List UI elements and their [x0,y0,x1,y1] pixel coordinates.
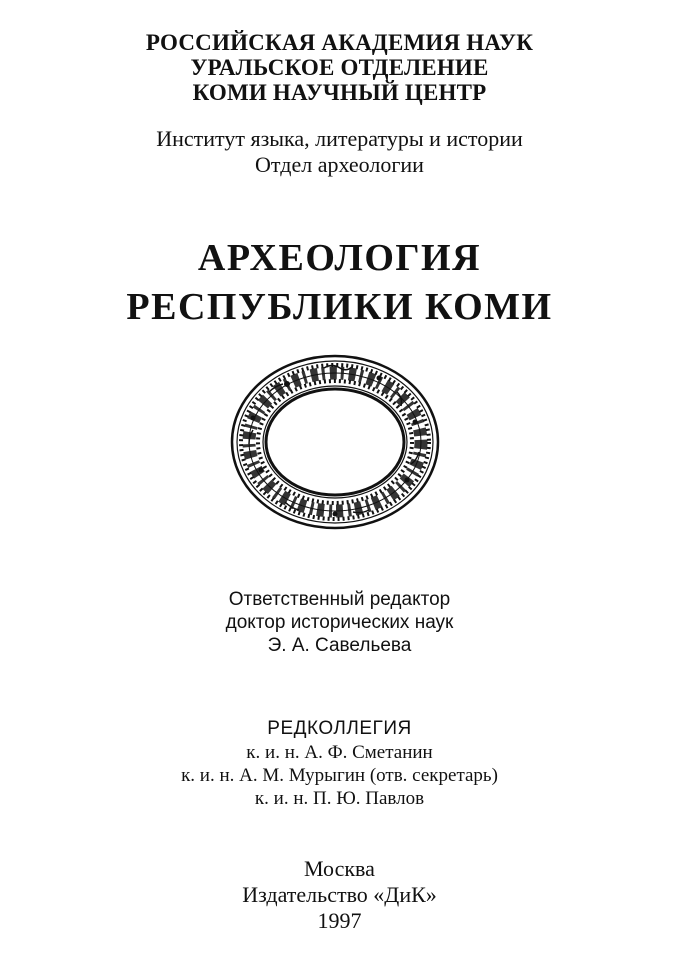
org-center: КОМИ НАУЧНЫЙ ЦЕНТР [192,80,487,105]
imprint-city: Москва [304,856,375,881]
org-academy: РОССИЙСКАЯ АКАДЕМИЯ НАУК [145,30,534,55]
imprint-publisher: Издательство «ДиК» [242,882,437,907]
editor-role: Ответственный редактор [228,589,451,610]
editor-name: Э. А. Савельева [267,635,412,656]
imprint-year: 1997 [317,908,362,933]
board-member: к. и. н. П. Ю. Павлов [254,788,425,809]
institute-name: Институт языка, литературы и истории [156,126,523,151]
board-heading: РЕДКОЛЛЕГИЯ [267,718,412,739]
board-member: к. и. н. А. Ф. Сметанин [246,742,433,763]
ornamental-ring-icon [229,352,441,532]
org-branch: УРАЛЬСКОЕ ОТДЕЛЕНИЕ [190,55,489,80]
book-title-line-2: РЕСПУБЛИКИ КОМИ [126,286,553,328]
board-member: к. и. н. А. М. Мурыгин (отв. секретарь) [181,765,498,786]
book-title-line-1: АРХЕОЛОГИЯ [197,237,482,279]
department-name: Отдел археологии [255,152,424,177]
editor-degree: доктор исторических наук [225,612,454,633]
